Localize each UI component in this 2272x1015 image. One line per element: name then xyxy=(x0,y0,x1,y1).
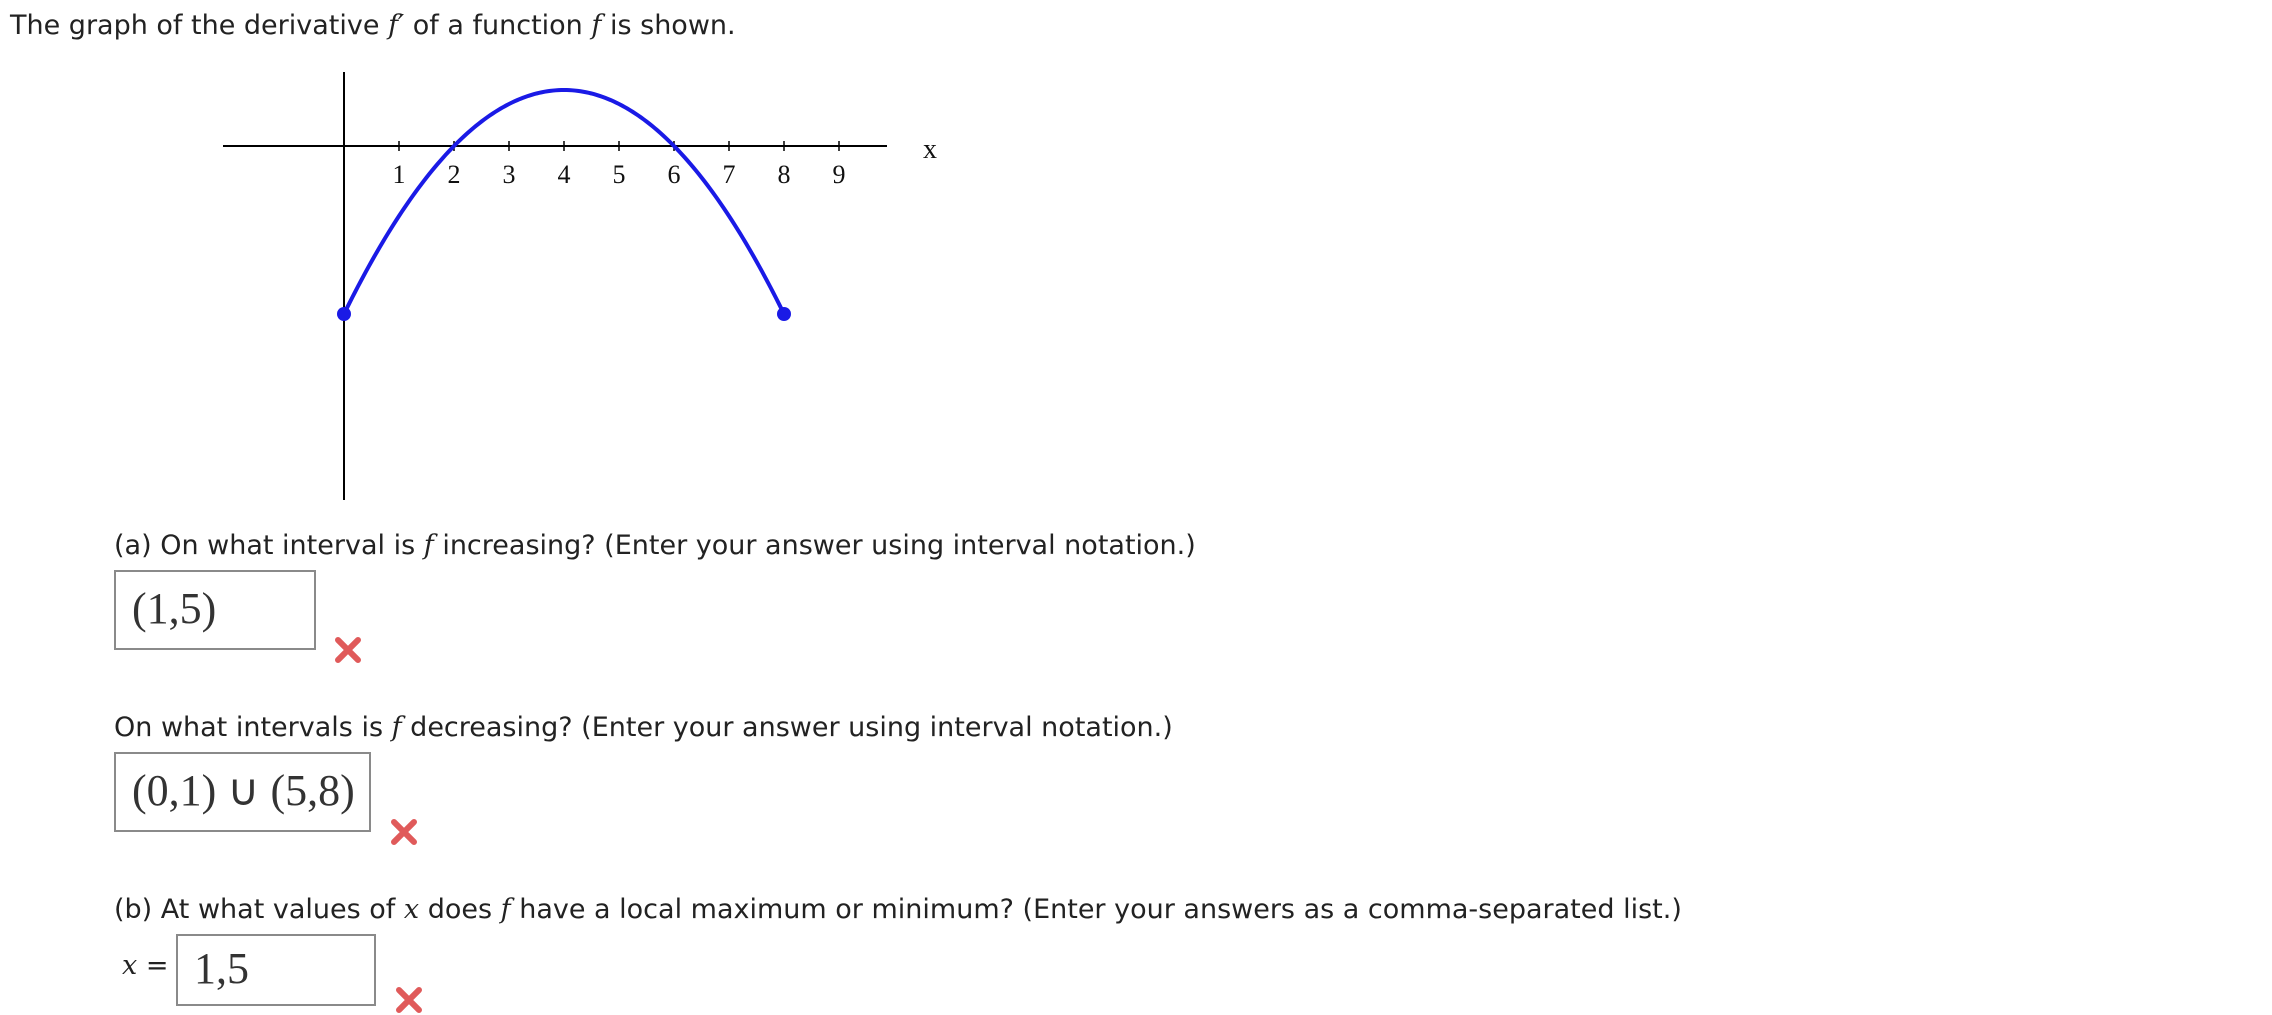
x-tick-label: 7 xyxy=(722,160,736,189)
intro-text-1: The graph of the derivative xyxy=(10,10,389,41)
curve-endpoint-right xyxy=(777,307,791,321)
x-axis-label: x xyxy=(923,134,937,165)
x-tick-label: 3 xyxy=(502,160,516,189)
question-a-var: f xyxy=(423,530,434,561)
question-a-increasing xyxy=(114,528,1196,564)
derivative-curve xyxy=(344,90,784,314)
wrong-x-icon xyxy=(333,635,363,665)
question-b-var-f: f xyxy=(500,894,511,925)
x-tick-label: 2 xyxy=(447,160,461,189)
x-tick-label: 5 xyxy=(612,160,626,189)
question-dec-text-2: decreasing? (Enter your answer using interval notation.) xyxy=(401,712,1173,743)
question-b-text-3: have a local maximum or minimum? (Enter your answers as a comma-separated list.) xyxy=(510,894,1682,925)
x-tick-label: 4 xyxy=(557,160,571,189)
wrong-x-icon xyxy=(389,817,419,847)
wrong-x-icon xyxy=(394,985,424,1015)
question-dec-var: f xyxy=(391,712,402,743)
answer-input-extrema[interactable]: 1,5 xyxy=(176,934,376,1006)
x-equals-label xyxy=(122,948,168,984)
answer-input-decreasing[interactable]: (0,1) ∪ (5,8) xyxy=(114,752,371,832)
question-b-text-1: (b) At what values of xyxy=(114,894,404,925)
x-tick-label: 1 xyxy=(392,160,406,189)
intro-text-2: of a function xyxy=(404,10,592,41)
question-b-text-2: does xyxy=(419,894,501,925)
x-tick-label: 9 xyxy=(832,160,846,189)
intro-fprime: f′ xyxy=(388,10,405,41)
x-label-var: x xyxy=(122,950,138,981)
question-b-extrema xyxy=(114,892,1682,928)
question-dec-text-1: On what intervals is xyxy=(114,712,392,743)
question-a-text-2: increasing? (Enter your answer using interval notation.) xyxy=(433,530,1196,561)
answer-input-increasing[interactable]: (1,5) xyxy=(114,570,316,650)
x-label-eq: = xyxy=(137,950,169,981)
x-tick-label: 6 xyxy=(667,160,681,189)
question-a-decreasing xyxy=(114,710,1173,746)
x-tick-label: 8 xyxy=(777,160,791,189)
intro-f: f xyxy=(591,10,602,41)
derivative-graph xyxy=(0,0,960,520)
question-b-var-x: x xyxy=(403,894,420,925)
question-a-text-1: (a) On what interval is xyxy=(114,530,424,561)
curve-endpoint-left xyxy=(337,307,351,321)
intro-text-3: is shown. xyxy=(601,10,736,41)
